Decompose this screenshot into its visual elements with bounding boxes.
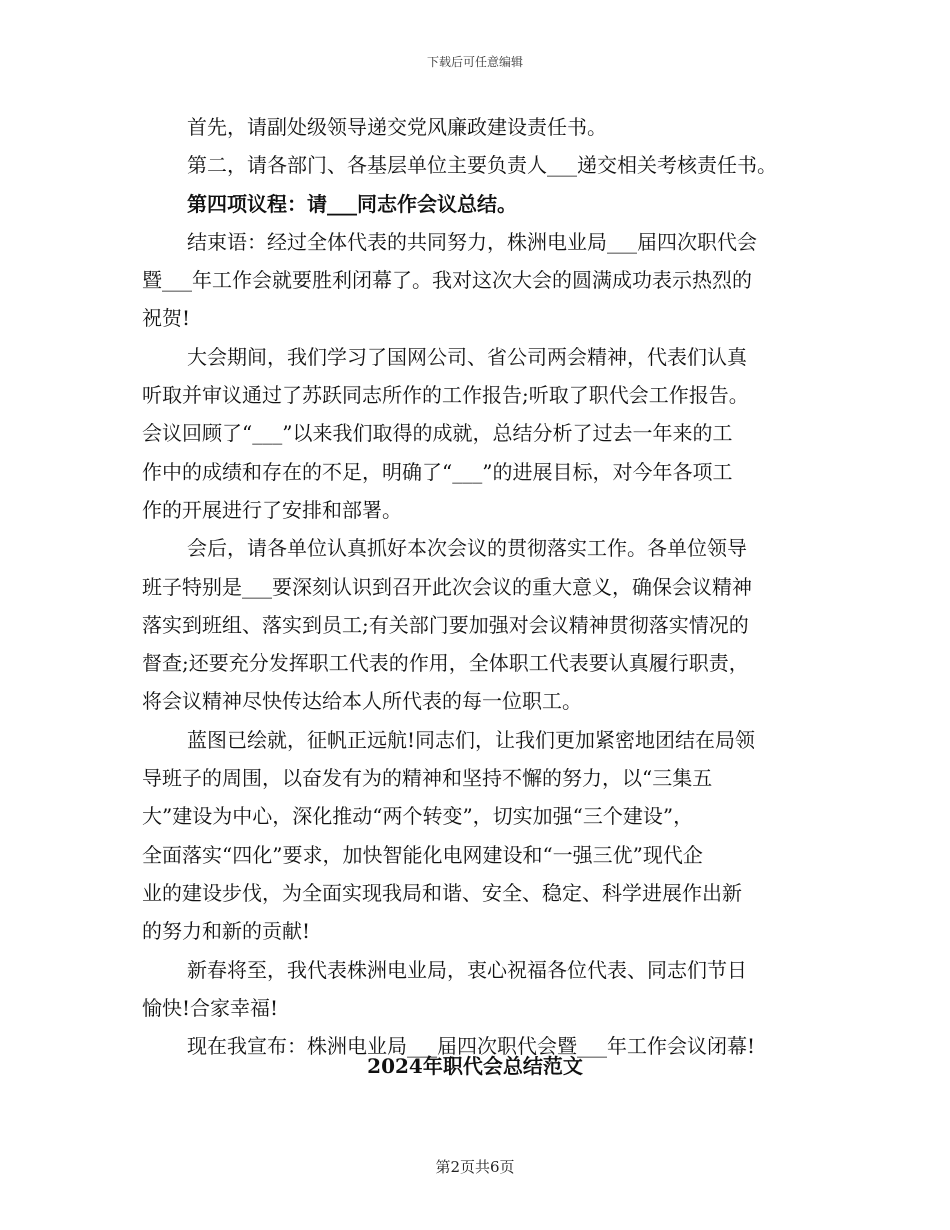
paragraph-line: 业的建设步伐，为全面实现我局和谐、安全、稳定、科学进展作出新 — [142, 880, 742, 905]
section-title: 2024年职代会总结范文 — [367, 1054, 583, 1078]
page-header: 下载后可任意编辑 — [426, 55, 523, 69]
paragraph-line: 督查;还要充分发挥职工代表的作用，全体职工代表要认真履行职责， — [142, 651, 749, 676]
paragraph-line: 暨___年工作会就要胜利闭幕了。我对这次大会的圆满成功表示热烈的 — [142, 268, 752, 293]
paragraph-line: 蓝图已绘就，征帆正远航!同志们，让我们更加紧密地团结在局领 — [187, 727, 756, 752]
paragraph-line: 听取并审议通过了苏跃同志所作的工作报告;听取了职代会工作报告。 — [142, 383, 749, 408]
paragraph-line: 全面落实“四化”要求，加快智能化电网建设和“一强三优”现代企 — [142, 842, 703, 867]
paragraph-line: 的努力和新的贡献! — [142, 919, 311, 944]
paragraph-line: 首先，请副处级领导递交党风廉政建设责任书。 — [187, 115, 607, 139]
paragraph-line: 导班子的周围，以奋发有为的精神和坚持不懈的努力，以“三集五 — [142, 766, 713, 791]
paragraph-line: 现在我宣布：株洲电业局___届四次职代会暨___年工作会议闭幕! — [187, 1034, 756, 1059]
paragraph-line: 会后，请各单位认真抓好本次会议的贯彻落实工作。各单位领导 — [187, 536, 747, 561]
paragraph-line: 落实到班组、落实到员工;有关部门要加强对会议精神贯彻落实情况的 — [142, 612, 749, 637]
paragraph-line: 作中的成绩和存在的不足，明确了“___”的进展目标，对今年各项工 — [142, 459, 733, 484]
paragraph-line: 作的开展进行了安排和部署。 — [142, 497, 402, 522]
paragraph-line: 祝贺! — [142, 306, 191, 331]
paragraph-line: 结束语：经过全体代表的共同努力，株洲电业局___届四次职代会 — [187, 229, 757, 254]
paragraph-line: 新春将至，我代表株洲电业局，衷心祝福各位代表、同志们节日 — [187, 957, 747, 982]
paragraph-line: 愉快!合家幸福! — [142, 995, 279, 1020]
document-body — [142, 108, 812, 1065]
paragraph-line: 第二，请各部门、各基层单位主要负责人___递交相关考核责任书。 — [187, 153, 777, 178]
paragraph-line: 将会议精神尽快传达给本人所代表的每一位职工。 — [142, 689, 582, 714]
paragraph-line: 班子特别是___要深刻认识到召开此次会议的重大意义，确保会议精神 — [142, 574, 752, 599]
page-number: 第2页共6页 — [435, 1158, 515, 1176]
paragraph-line: 大会期间，我们学习了国网公司、省公司两会精神，代表们认真 — [187, 344, 747, 369]
paragraph-line: 大”建设为中心，深化推动“两个转变”，切实加强“三个建设”， — [142, 804, 694, 829]
paragraph-line: 会议回顾了“___”以来我们取得的成就，总结分析了过去一年来的工 — [142, 421, 733, 446]
agenda-item-heading: 第四项议程：请___同志作会议总结。 — [187, 191, 517, 216]
